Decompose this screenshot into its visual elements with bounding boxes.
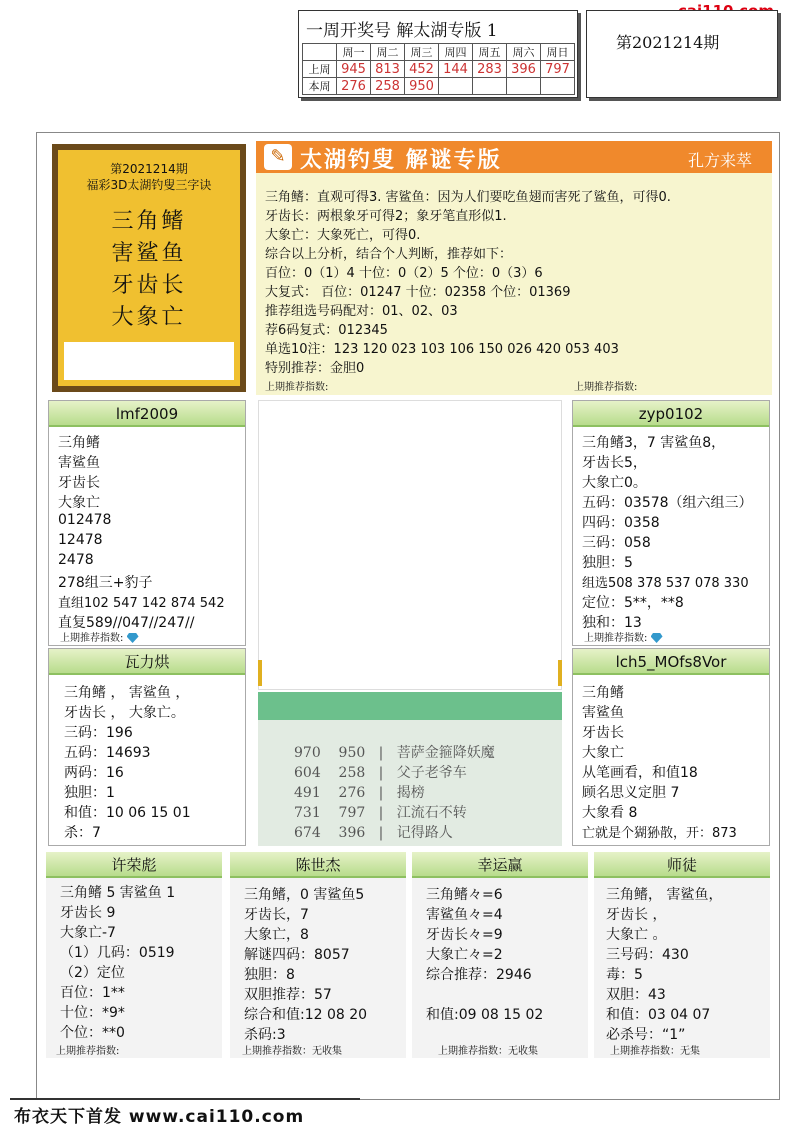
result-cell: 797 bbox=[541, 61, 575, 78]
card-line: 大象亡 bbox=[582, 745, 624, 761]
card-line: 牙齿长5， bbox=[582, 455, 647, 471]
card-line: 牙齿长，7 bbox=[244, 907, 309, 923]
puzzle-line: 单选10注：123 120 023 103 106 150 026 420 053 403 bbox=[265, 342, 619, 357]
card-line: 三角鳍 bbox=[58, 435, 100, 451]
card-line: 综合推荐：2946 bbox=[426, 967, 532, 983]
card-index: 上期推荐指数：无收集 bbox=[438, 1046, 538, 1057]
card-line: 顾名思义定胆 7 bbox=[582, 785, 680, 801]
puzzle-index-right: 上期推荐指数: bbox=[574, 382, 638, 393]
song-row: 970 950 | 菩萨金箍降妖魔 bbox=[294, 745, 495, 761]
result-cell bbox=[439, 78, 473, 95]
result-cell: 396 bbox=[507, 61, 541, 78]
card-line: 独胆：8 bbox=[244, 967, 295, 983]
card-line: 独和：13 bbox=[582, 615, 642, 631]
card-line: 定位：5**，**8 bbox=[582, 595, 684, 611]
card-line: 大象亡-7 bbox=[60, 925, 116, 941]
card-name: lmf2009 bbox=[49, 401, 245, 427]
card-line: 组选508 378 537 078 330 bbox=[582, 576, 749, 591]
card-line: 大象看 8 bbox=[582, 805, 638, 821]
footer-text[interactable]: 布衣天下首发 www.cai110.com bbox=[14, 1107, 305, 1127]
card-line: 牙齿长 bbox=[582, 725, 624, 741]
card-line: 牙齿长々=9 bbox=[426, 927, 503, 943]
card-line: 亡就是个猢狲散，开：873 bbox=[582, 826, 737, 841]
poem-line: 害鲨鱼 bbox=[111, 241, 187, 266]
card-line: 直组102 547 142 874 542 bbox=[58, 596, 225, 611]
puzzle-line: 大象亡：大象死亡，可得0. bbox=[265, 228, 421, 243]
card-line: 双胆推荐：57 bbox=[244, 987, 332, 1003]
result-cell bbox=[541, 78, 575, 95]
issue-box bbox=[586, 10, 778, 98]
weekly-results-title: 一周开奖号 解太湖专版 1 bbox=[306, 21, 498, 41]
row-label: 上周 bbox=[303, 61, 337, 78]
card-line: 五码：03578（组六组三） bbox=[582, 495, 753, 511]
card-line: 牙齿长 bbox=[58, 475, 100, 491]
song-row: 491 276 | 揭榜 bbox=[294, 785, 425, 801]
result-cell bbox=[473, 78, 507, 95]
card-line: 从笔画看，和值18 bbox=[582, 765, 698, 781]
diamond-icon bbox=[127, 633, 139, 643]
card-line: 三角鳍 bbox=[582, 685, 624, 701]
puzzle-title: 太湖钓叟 解谜专版 bbox=[300, 147, 502, 173]
footer-divider bbox=[10, 1098, 360, 1100]
card-line: 毒：5 bbox=[606, 967, 643, 983]
card-line: 五码：14693 bbox=[64, 745, 151, 761]
center-panel bbox=[258, 400, 562, 690]
result-cell: 258 bbox=[371, 78, 405, 95]
card-line: 三角鳍 5 害鲨鱼 1 bbox=[60, 885, 176, 901]
card-index: 上期推荐指数: bbox=[60, 629, 139, 644]
puzzle-line: 三角鳍：直观可得3. 害鲨鱼：因为人们要吃鱼翅而害死了鲨鱼，可得0. bbox=[265, 190, 671, 205]
result-cell bbox=[507, 78, 541, 95]
center-divider bbox=[258, 692, 562, 720]
card-line: 012478 bbox=[58, 512, 112, 528]
day-header: 周六 bbox=[507, 44, 541, 61]
card-line: 和值:09 08 15 02 bbox=[426, 1007, 544, 1023]
puzzle-line: 大复式： 百位：01247 十位：02358 个位：01369 bbox=[265, 285, 571, 300]
card-line: 2478 bbox=[58, 552, 94, 568]
day-header: 周一 bbox=[337, 44, 371, 61]
card-line: 四码：0358 bbox=[582, 515, 660, 531]
card-name: 陈世杰 bbox=[230, 852, 406, 878]
card-line: 三角鳍， 害鲨鱼， bbox=[606, 887, 723, 903]
puzzle-line: 荐6码复式：012345 bbox=[265, 323, 388, 338]
result-cell: 950 bbox=[405, 78, 439, 95]
card-line: 牙齿长 9 bbox=[60, 905, 116, 921]
card-line: 三角鳍3，7 害鲨鱼8， bbox=[582, 435, 726, 451]
row-label: 本周 bbox=[303, 78, 337, 95]
card-line: 三号码：430 bbox=[606, 947, 689, 963]
result-cell: 452 bbox=[405, 61, 439, 78]
card-line: 直复589//047//247// bbox=[58, 615, 195, 631]
day-header: 周三 bbox=[405, 44, 439, 61]
day-header: 周四 bbox=[439, 44, 473, 61]
card-line: 12478 bbox=[58, 532, 103, 548]
book-icon: ✎ bbox=[264, 144, 292, 170]
card-line: 两码：16 bbox=[64, 765, 124, 781]
card-line: 大象亡 。 bbox=[606, 927, 667, 943]
puzzle-line: 牙齿长：两根象牙可得2；象牙笔直形似1. bbox=[265, 209, 507, 224]
card-index: 上期推荐指数: bbox=[56, 1046, 120, 1057]
poem-line: 大象亡 bbox=[111, 305, 187, 330]
song-row: 674 396 | 记得路人 bbox=[294, 825, 453, 841]
card-line: 杀码:3 bbox=[244, 1027, 286, 1043]
card-line: 牙齿长 ， bbox=[606, 907, 667, 923]
puzzle-line: 综合以上分析，结合个人判断，推荐如下： bbox=[265, 247, 513, 262]
card-line: 解谜四码：8057 bbox=[244, 947, 350, 963]
result-cell: 283 bbox=[473, 61, 507, 78]
card-line: （2）定位 bbox=[60, 965, 125, 981]
puzzle-line: 特别推荐：金胆0 bbox=[265, 361, 365, 376]
card-line: 综合和值:12 08 20 bbox=[244, 1007, 368, 1023]
result-cell: 813 bbox=[371, 61, 405, 78]
poem-line: 牙齿长 bbox=[111, 273, 187, 298]
card-line: （1）几码：0519 bbox=[60, 945, 175, 961]
card-line: 害鲨鱼々=4 bbox=[426, 907, 503, 923]
card-line: 三角鳍々=6 bbox=[426, 887, 503, 903]
card-name: 幸运赢 bbox=[412, 852, 588, 878]
result-cell: 945 bbox=[337, 61, 371, 78]
puzzle-index-left: 上期推荐指数: bbox=[265, 382, 329, 393]
weekly-results-table bbox=[302, 43, 575, 95]
card-line: 三角鳍，0 害鲨鱼5 bbox=[244, 887, 365, 903]
song-row: 731 797 | 江流石不转 bbox=[294, 805, 467, 821]
panel-marker bbox=[258, 660, 262, 686]
day-header: 周二 bbox=[371, 44, 405, 61]
card-name: 瓦力烘 bbox=[49, 649, 245, 675]
card-line: 独胆：1 bbox=[64, 785, 115, 801]
card-name: lch5_MOfs8Vor bbox=[573, 649, 769, 675]
issue-number: 第2021214期 bbox=[616, 33, 720, 52]
song-row: 604 258 | 父子老爷车 bbox=[294, 765, 467, 781]
card-line: 双胆：43 bbox=[606, 987, 666, 1003]
card-line: 害鲨鱼 bbox=[58, 455, 100, 471]
diamond-icon bbox=[651, 633, 663, 643]
poster-blank bbox=[64, 342, 234, 380]
card-line: 大象亡，8 bbox=[244, 927, 309, 943]
card-line: 三码：058 bbox=[582, 535, 651, 551]
card-line: 大象亡 bbox=[58, 495, 100, 511]
puzzle-line: 百位：0（1）4 十位：0（2）5 个位：0（3）6 bbox=[265, 266, 543, 281]
card-line: 百位：1** bbox=[60, 985, 125, 1001]
card-line: 独胆：5 bbox=[582, 555, 633, 571]
day-header: 周日 bbox=[541, 44, 575, 61]
card-name: 师徒 bbox=[594, 852, 770, 878]
card-index: 上期推荐指数：无集 bbox=[610, 1046, 700, 1057]
card-line: 278组三+豹子 bbox=[58, 575, 153, 591]
poster-issue: 第2021214期 bbox=[110, 162, 188, 176]
card-name: zyp0102 bbox=[573, 401, 769, 427]
poem-line: 三角鳍 bbox=[111, 209, 187, 234]
card-line: 大象亡0。 bbox=[582, 475, 647, 491]
card-line: 和值：03 04 07 bbox=[606, 1007, 711, 1023]
card-line: 必杀号：“1” bbox=[606, 1027, 686, 1043]
card-index: 上期推荐指数：无收集 bbox=[242, 1046, 342, 1057]
panel-marker bbox=[558, 660, 562, 686]
card-line: 十位：*9* bbox=[60, 1005, 125, 1021]
puzzle-line: 推荐组选号码配对：01、02、03 bbox=[265, 304, 458, 319]
poster-subtitle: 福彩3D太湖钓叟三字诀 bbox=[86, 178, 212, 192]
card-index: 上期推荐指数: bbox=[584, 629, 663, 644]
result-cell: 276 bbox=[337, 78, 371, 95]
card-line: 和值：10 06 15 01 bbox=[64, 805, 191, 821]
result-cell: 144 bbox=[439, 61, 473, 78]
day-header: 周五 bbox=[473, 44, 507, 61]
card-line: 害鲨鱼 bbox=[582, 705, 624, 721]
card-line: 个位：**0 bbox=[60, 1025, 125, 1041]
card-line: 三码：196 bbox=[64, 725, 133, 741]
card-name: 许荣彪 bbox=[46, 852, 222, 878]
puzzle-author: 孔方来萃 bbox=[688, 151, 753, 170]
card-line: 杀：7 bbox=[64, 825, 101, 841]
card-line: 牙齿长 ， 大象亡。 bbox=[64, 705, 185, 721]
card-line: 大象亡々=2 bbox=[426, 947, 503, 963]
poem-poster bbox=[52, 144, 246, 392]
card-line: 三角鳍 ， 害鲨鱼 ， bbox=[64, 685, 190, 701]
